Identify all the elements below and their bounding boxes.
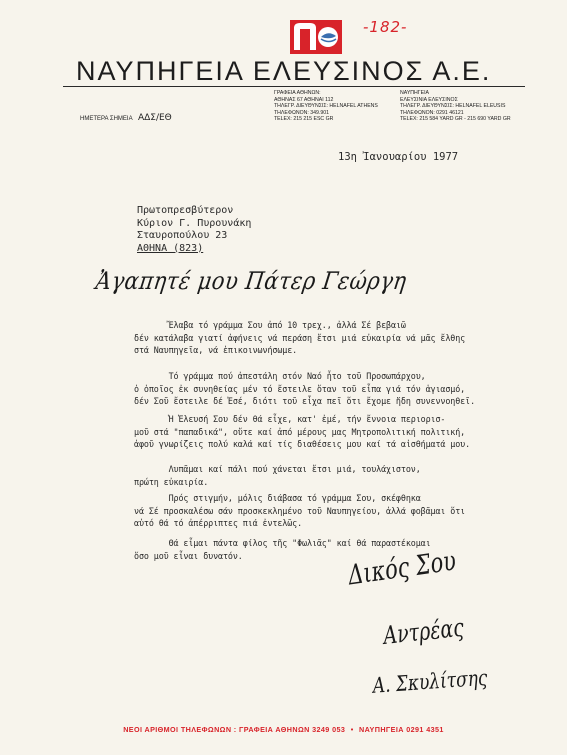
header-divider	[63, 86, 525, 87]
athens-office-line: TELEX: 215 215 ESC GR	[274, 116, 334, 123]
shipyard-office-line: ΕΛΕΥΣΙΝΙΑ ΕΛΕΥΣΙΝΟΣ	[400, 96, 458, 103]
reference-label: ΗΜΕΤΕΡΑ ΣΗΜΕΙΑ	[80, 116, 133, 122]
athens-office-line: ΓΡΑΦΕΙΑ ΑΘΗΝΩΝ:	[274, 90, 321, 96]
footer-phone-numbers	[0, 725, 567, 734]
footer-bullet: •	[350, 725, 354, 734]
handwritten-signature: Αντρέας	[382, 613, 466, 651]
recipient-line: Πρωτοπρεσβύτερον	[137, 205, 234, 216]
handwritten-closing: Δικός Σου	[346, 544, 458, 591]
shipyard-office-line: TELEX: 215 584 YARD GR - 215 690 YARD GR	[400, 116, 511, 123]
reference-value: ΑΔΣ/ΕΘ	[137, 113, 172, 123]
recipient-city: ΑΘΗΝΑ (823)	[137, 242, 204, 254]
body-paragraph: Πρός στιγμήν, μόλις διάβασα τό γράμμα Σου, σκέφθηκα νά Σέ προσκαλέσω σάν προσκεκλημένο τοῦ Ναυπηγείου, ἀλλά φοβᾶμαι ὅτι αὐτό θά τό ἀπέρριπτες πιά ἐντελῶς.	[134, 493, 466, 528]
page-number: -182-	[363, 18, 408, 36]
recipient-line: Κύριον Γ. Πυρουνάκη	[137, 217, 252, 229]
ship-logo-icon	[290, 20, 342, 54]
body-paragraph: Τό γράμμα πού ἀπεστάλη στόν Ναό ἦτο τοῦ Προσωπάρχου, ὁ ὁποῖος ἐκ συνηθείας μέν τό ἔστειλε ὅταν τοῦ εἶπα γιά τόν ἁγιασμό, δέν Σοῦ ἔστειλε δέ Ἐσέ, διότι τοῦ εἶχα πεῖ ὅτι ἔχομε ἤδη συνεννοηθεῖ.	[134, 371, 476, 406]
company-logo	[290, 20, 342, 54]
recipient-line: Σταυροπούλου 23	[137, 230, 228, 241]
athens-office-line: ΤΗΛΕΓΡ. ΔΙΕΥΘΥΝΣΙΣ: HELNAFEL ATHENS	[274, 103, 378, 110]
handwritten-signatory-name: Α. Σκυλίτσης	[372, 665, 489, 699]
shipyard-office-info	[400, 90, 511, 123]
athens-office-line: ΑΘΗΝΑΣ 67 ΑΘΗΝΑΙ 112	[274, 96, 334, 103]
shipyard-office-line: ΝΑΥΠΗΓΕΙΑ	[400, 90, 429, 96]
shipyard-office-line: ΤΗΛΕΓΡ. ΔΙΕΥΘΥΝΣΙΣ: HELNAFEL ELEUSIS	[400, 103, 506, 110]
recipient-address	[137, 205, 251, 255]
body-paragraph: Λυπᾶμαι καί πάλι πού χάνεται ἔτσι μιά, τουλάχιστον, πρώτη εὐκαιρία.	[134, 464, 421, 487]
handwritten-greeting: Ἀγαπητέ μου Πάτερ Γεώργη	[94, 267, 409, 295]
footer-shipyard-phone: ΝΑΥΠΗΓΕΙΑ 0291 4351	[359, 725, 444, 734]
athens-office-info	[274, 90, 378, 123]
body-paragraph: Θά εἶμαι πάντα φίλος τῆς "Φωλιᾶς" καί θά παραστέκομαι ὅσο μοῦ εἶναι δυνατόν.	[134, 538, 431, 561]
footer-athens-phone: ΝΕΟΙ ΑΡΙΘΜΟΙ ΤΗΛΕΦΩΝΩΝ : ΓΡΑΦΕΙΑ ΑΘΗΝΩΝ 3249 053	[123, 725, 346, 734]
reference	[80, 113, 172, 123]
letter-date: 13η Ἰανουαρίου 1977	[338, 151, 459, 163]
body-paragraph: Ἔλαβα τό γράμμα Σου ἀπό 10 τρεχ., ἀλλά Σέ βεβαιῶ δέν κατάλαβα γιατί ἀφήνεις νά περάση ἔτσι μιά εὐκαιρία νά μᾶς ἔλθης στά Ναυπηγεῖα, νά ἐπικοινωνήσωμε.	[134, 320, 466, 355]
shipyard-office-line: ΤΗΛΕΦΩΝΟΝ: 0291 46121	[400, 109, 464, 116]
athens-office-line: ΤΗΛΕΦΩΝΟΝ: 349.901	[274, 109, 330, 116]
body-paragraph: Ἡ Ἐλευσή Σου δέν θά εἶχε, κατ' ἐμέ, τήν ἔννοια περιορισ- μοῦ στά "παπαδικά", οὔτε καί ἀπό μέρους μας Μητροπολιτική πολιτική, ἀφοῦ γνωρίζεις πολύ καλά καί τίς διαθέσεις μου καί τά αἰσθήματά μου.	[134, 414, 471, 449]
company-name: ΝΑΥΠΗΓΕΙΑ ΕΛΕΥΣΙΝΟΣ Α.Ε.	[76, 56, 492, 86]
